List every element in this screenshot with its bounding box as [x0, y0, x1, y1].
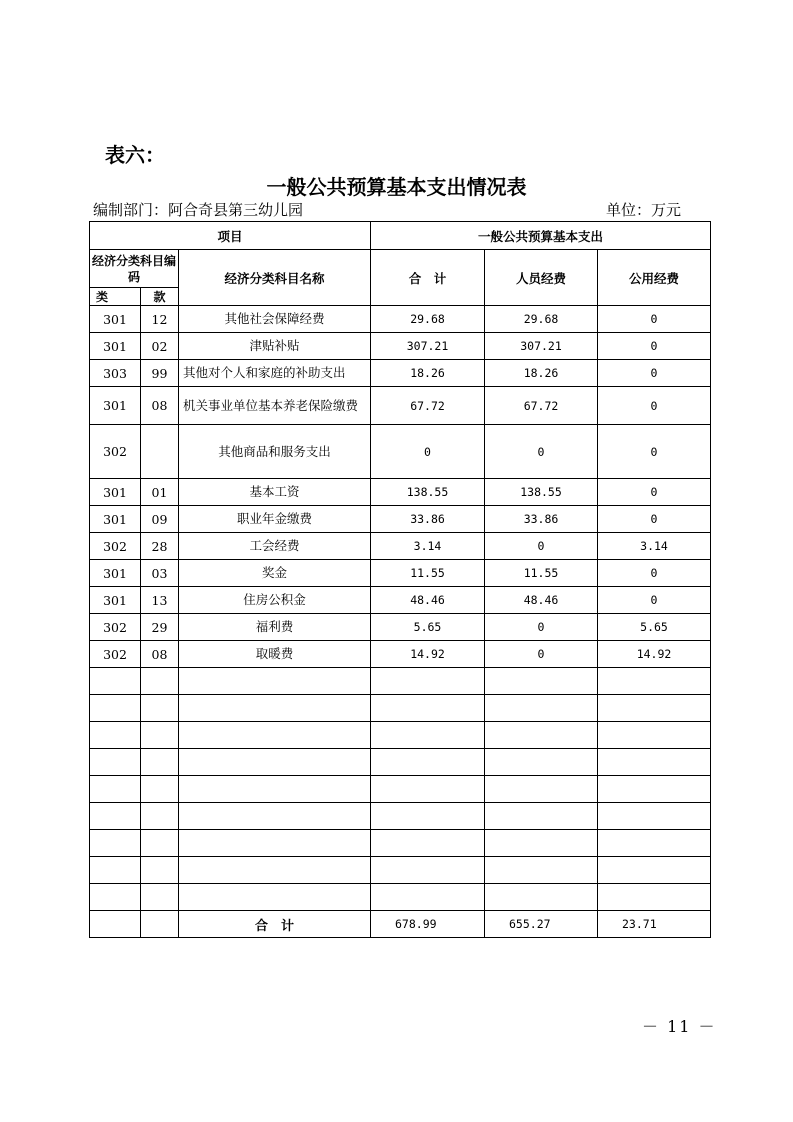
cell-kuan: 28 [141, 533, 179, 560]
cell-name: 机关事业单位基本养老保险缴费 [179, 387, 371, 425]
empty-cell [179, 776, 371, 803]
header-expenditure: 一般公共预算基本支出 [371, 222, 711, 250]
empty-cell [598, 668, 711, 695]
empty-cell [371, 776, 485, 803]
empty-cell [598, 722, 711, 749]
empty-cell [371, 749, 485, 776]
cell-total: 33.86 [371, 506, 485, 533]
table-row [90, 479, 711, 506]
empty-cell [90, 749, 141, 776]
cell-kuan: 03 [141, 560, 179, 587]
cell-class: 301 [90, 306, 141, 333]
cell-personnel: 0 [485, 533, 598, 560]
cell-class: 301 [90, 387, 141, 425]
empty-cell [179, 695, 371, 722]
empty-cell [371, 830, 485, 857]
empty-row [90, 857, 711, 884]
cell-name: 住房公积金 [179, 587, 371, 614]
empty-cell [371, 884, 485, 911]
cell-personnel: 11.55 [485, 560, 598, 587]
cell-class: 302 [90, 641, 141, 668]
cell-class: 301 [90, 506, 141, 533]
cell-class: 302 [90, 425, 141, 479]
empty-row [90, 830, 711, 857]
total-personnel: 655.27 [485, 911, 598, 938]
empty-cell [90, 884, 141, 911]
cell-name: 取暖费 [179, 641, 371, 668]
empty-cell [371, 668, 485, 695]
cell-public: 0 [598, 506, 711, 533]
empty-cell [90, 668, 141, 695]
cell-total: 5.65 [371, 614, 485, 641]
cell-personnel: 0 [485, 425, 598, 479]
table-row [90, 306, 711, 333]
cell-kuan: 29 [141, 614, 179, 641]
document-title: 一般公共预算基本支出情况表 [266, 175, 527, 199]
expenditure-table [89, 221, 711, 938]
cell-kuan: 08 [141, 641, 179, 668]
empty-cell [598, 803, 711, 830]
cell-class: 301 [90, 560, 141, 587]
header-personnel: 人员经费 [485, 250, 598, 306]
cell-class: 302 [90, 614, 141, 641]
cell-public: 0 [598, 425, 711, 479]
cell-kuan [141, 425, 179, 479]
cell-public: 14.92 [598, 641, 711, 668]
cell-personnel: 48.46 [485, 587, 598, 614]
cell-total: 29.68 [371, 306, 485, 333]
cell-kuan: 08 [141, 387, 179, 425]
header-kuan: 款 [141, 288, 179, 306]
cell-total: 138.55 [371, 479, 485, 506]
cell-total: 67.72 [371, 387, 485, 425]
cell-name: 福利费 [179, 614, 371, 641]
cell-name: 工会经费 [179, 533, 371, 560]
unit-label: 单位：万元 [606, 201, 682, 219]
cell-total: 0 [371, 425, 485, 479]
cell-class: 301 [90, 479, 141, 506]
empty-cell [90, 722, 141, 749]
cell-kuan: 13 [141, 587, 179, 614]
total-total: 678.99 [371, 911, 485, 938]
header-code: 经济分类科目编码 [90, 250, 179, 288]
cell-class: 302 [90, 533, 141, 560]
empty-row [90, 695, 711, 722]
cell-personnel: 138.55 [485, 479, 598, 506]
cell-kuan: 99 [141, 360, 179, 387]
header-total: 合 计 [371, 250, 485, 306]
empty-row [90, 722, 711, 749]
empty-cell [485, 884, 598, 911]
empty-cell [598, 857, 711, 884]
header-name: 经济分类科目名称 [179, 250, 371, 306]
table-row [90, 614, 711, 641]
cell-kuan: 02 [141, 333, 179, 360]
table-row [90, 425, 711, 479]
cell-public: 5.65 [598, 614, 711, 641]
table-row [90, 387, 711, 425]
empty-cell [90, 830, 141, 857]
cell-public: 0 [598, 479, 711, 506]
cell-public: 0 [598, 587, 711, 614]
cell-personnel: 307.21 [485, 333, 598, 360]
empty-cell [179, 830, 371, 857]
empty-cell [141, 722, 179, 749]
empty-cell [141, 803, 179, 830]
page-number: － 11 － [642, 1017, 717, 1036]
header-public: 公用经费 [598, 250, 711, 306]
cell-public: 0 [598, 560, 711, 587]
cell-total: 3.14 [371, 533, 485, 560]
table-row [90, 560, 711, 587]
empty-cell [485, 722, 598, 749]
empty-cell [179, 803, 371, 830]
empty-cell [141, 776, 179, 803]
cell-name: 津贴补贴 [179, 333, 371, 360]
cell-public: 0 [598, 387, 711, 425]
cell-name: 职业年金缴费 [179, 506, 371, 533]
empty-cell [371, 722, 485, 749]
empty-cell [485, 776, 598, 803]
cell-personnel: 33.86 [485, 506, 598, 533]
empty-row [90, 884, 711, 911]
table-row [90, 360, 711, 387]
cell-personnel: 18.26 [485, 360, 598, 387]
empty-cell [141, 749, 179, 776]
empty-cell [179, 749, 371, 776]
empty-cell [179, 668, 371, 695]
cell-total: 11.55 [371, 560, 485, 587]
cell-personnel: 67.72 [485, 387, 598, 425]
empty-cell [179, 884, 371, 911]
table-row [90, 641, 711, 668]
empty-row [90, 749, 711, 776]
empty-cell [90, 695, 141, 722]
empty-cell [179, 722, 371, 749]
table-row [90, 587, 711, 614]
empty-cell [485, 695, 598, 722]
empty-cell [141, 911, 179, 938]
empty-cell [141, 668, 179, 695]
table-label: 表六： [105, 143, 165, 167]
empty-row [90, 668, 711, 695]
empty-cell [371, 857, 485, 884]
empty-cell [141, 695, 179, 722]
cell-public: 0 [598, 333, 711, 360]
department-label: 编制部门：阿合奇县第三幼儿园 [93, 201, 304, 219]
cell-public: 0 [598, 306, 711, 333]
empty-cell [141, 884, 179, 911]
cell-total: 48.46 [371, 587, 485, 614]
cell-kuan: 12 [141, 306, 179, 333]
cell-total: 14.92 [371, 641, 485, 668]
empty-cell [598, 776, 711, 803]
cell-personnel: 29.68 [485, 306, 598, 333]
cell-class: 303 [90, 360, 141, 387]
empty-cell [598, 695, 711, 722]
empty-cell [179, 857, 371, 884]
cell-public: 0 [598, 360, 711, 387]
total-label: 合 计 [179, 911, 371, 938]
empty-cell [485, 857, 598, 884]
header-item: 项目 [90, 222, 371, 250]
cell-total: 307.21 [371, 333, 485, 360]
empty-cell [485, 749, 598, 776]
empty-cell [141, 830, 179, 857]
empty-cell [90, 911, 141, 938]
total-public: 23.71 [598, 911, 711, 938]
empty-cell [141, 857, 179, 884]
cell-total: 18.26 [371, 360, 485, 387]
empty-row [90, 776, 711, 803]
table-row [90, 333, 711, 360]
empty-cell [90, 803, 141, 830]
empty-cell [485, 830, 598, 857]
empty-row [90, 803, 711, 830]
cell-personnel: 0 [485, 614, 598, 641]
cell-class: 301 [90, 333, 141, 360]
empty-cell [598, 830, 711, 857]
empty-cell [598, 749, 711, 776]
table-row [90, 533, 711, 560]
cell-public: 3.14 [598, 533, 711, 560]
cell-name: 其他社会保障经费 [179, 306, 371, 333]
cell-kuan: 09 [141, 506, 179, 533]
table-row [90, 506, 711, 533]
cell-name: 奖金 [179, 560, 371, 587]
empty-cell [598, 884, 711, 911]
empty-cell [90, 776, 141, 803]
cell-name: 其他商品和服务支出 [179, 425, 371, 479]
cell-personnel: 0 [485, 641, 598, 668]
empty-cell [371, 803, 485, 830]
cell-kuan: 01 [141, 479, 179, 506]
empty-cell [485, 803, 598, 830]
cell-name: 基本工资 [179, 479, 371, 506]
header-class: 类 [90, 288, 141, 306]
empty-cell [90, 857, 141, 884]
empty-cell [371, 695, 485, 722]
total-row [90, 911, 711, 938]
empty-cell [485, 668, 598, 695]
cell-name: 其他对个人和家庭的补助支出 [179, 360, 371, 387]
cell-class: 301 [90, 587, 141, 614]
